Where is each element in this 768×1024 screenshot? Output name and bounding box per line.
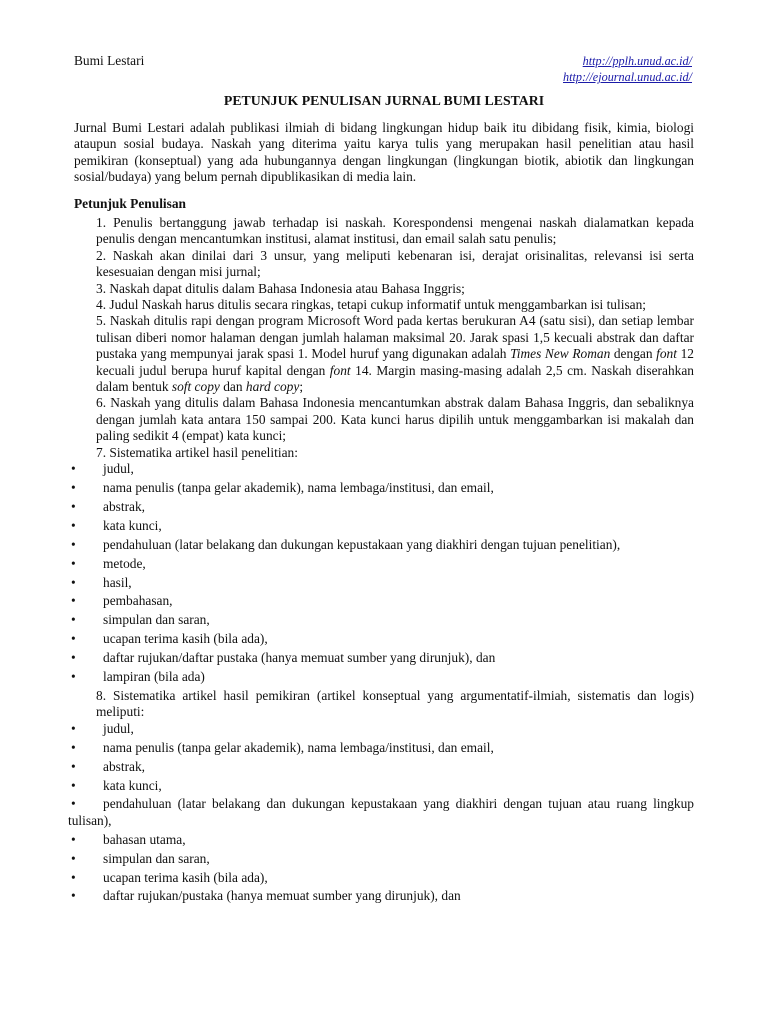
bullet-icon: • xyxy=(71,669,76,685)
list-item: • abstrak, xyxy=(71,758,146,774)
ejournal-link[interactable]: http://ejournal.unud.ac.id/ xyxy=(563,70,692,85)
intro-paragraph: Jurnal Bumi Lestari adalah publikasi ilmiah di bidang lingkungan hidup baik itu dibidang fisik, kimia, biologi ataupun sosial budaya. Naskah yang diterima yaitu karya tulis yang merupakan hasil penelitian atau hasil pemikiran (konseptual) yang ada hubungannya dengan lingkungan (lingkungan biotik, abiotik dan lingkungan sosial/budaya) yang belum pernah dipublikasikan di media lain. xyxy=(74,120,694,185)
list-item: • kata kunci, xyxy=(71,517,162,533)
list-item: • ucapan terima kasih (bila ada), xyxy=(71,631,268,647)
guideline-item-1: 1. Penulis bertanggung jawab terhadap isi naskah. Korespondensi mengenai naskah dialamatkan kepada penulis dengan mencantumkan institusi, alamat institusi, dan email salah satu penulis; xyxy=(96,215,694,247)
list-item: • kata kunci, xyxy=(71,777,162,793)
guideline-item-2: 2. Naskah akan dinilai dari 3 unsur, yang meliputi kebenaran isi, derajat orisinalitas, relevansi isi serta kesesuaian dengan misi jurnal; xyxy=(96,247,694,280)
list-item: • judul, xyxy=(71,720,134,736)
list-item: • daftar rujukan/daftar pustaka (hanya memuat sumber yang dirunjuk), dan xyxy=(71,650,496,666)
bullet-icon: • xyxy=(71,850,76,866)
list-item: • bahasan utama, xyxy=(71,831,186,847)
list-item: • nama penulis (tanpa gelar akademik), nama lembaga/institusi, dan email, xyxy=(71,480,494,495)
list-item: • pembahasan, xyxy=(71,593,173,609)
bullet-icon: • xyxy=(71,517,76,533)
research-article-structure xyxy=(71,461,694,688)
list-item: • daftar rujukan/pustaka (hanya memuat sumber yang dirunjuk), dan xyxy=(71,888,461,904)
guideline-item-5: 5. Naskah ditulis rapi dengan program Microsoft Word pada kertas berukuran A4 (satu sisi), dan setiap lembar tulisan diberi nomor halaman dengan jumlah halaman maksimal 20. Jarak spasi 1,5 kecuali abstrak dan daftar pustaka yang mempunyai jarak spasi 1. Model huruf yang digunakan adalah Times New Roman dengan font 12 kecuali judul berupa huruf kapital dengan font 14. Margin masing-masing adalah 2,5 cm. Naskah diserahkan dalam bentuk soft copy dan hard copy; xyxy=(96,313,694,395)
list-item: • abstrak, xyxy=(71,498,146,514)
bullet-icon: • xyxy=(71,574,76,590)
bullet-icon: • xyxy=(71,612,76,628)
journal-name: Bumi Lestari xyxy=(74,53,145,68)
bullet-icon: • xyxy=(71,796,76,812)
header-links xyxy=(563,53,692,86)
guideline-item-3: 3. Naskah dapat ditulis dalam Bahasa Indonesia atau Bahasa Inggris; xyxy=(96,280,465,296)
list-item: • simpulan dan saran, xyxy=(71,612,210,628)
bullet-icon: • xyxy=(71,888,76,904)
bullet-icon: • xyxy=(71,758,76,774)
bullet-icon: • xyxy=(71,720,76,736)
bullet-icon: • xyxy=(71,461,76,477)
guideline-item-6: 6. Naskah yang ditulis dalam Bahasa Indonesia mencantumkan abstrak dalam Bahasa Inggris, dan sebaliknya dengan jumlah kata antara 150 sampai 200. Kata kunci harus dipilih untuk menggambarkan isi makalah dan paling sedikit 4 (empat) kata kunci; xyxy=(96,395,694,444)
bullet-icon: • xyxy=(71,777,76,793)
page-title: PETUNJUK PENULISAN JURNAL BUMI LESTARI xyxy=(223,93,545,108)
list-item: • metode, xyxy=(71,555,146,571)
section-title: Petunjuk Penulisan xyxy=(74,196,186,211)
guideline-item-4: 4. Judul Naskah harus ditulis secara ringkas, tetapi cukup informatif untuk menggambarkan isi tulisan; xyxy=(96,297,647,313)
list-item: • nama penulis (tanpa gelar akademik), nama lembaga/institusi, dan email, xyxy=(71,739,494,755)
list-item: • lampiran (bila ada) xyxy=(71,669,205,685)
bullet-icon: • xyxy=(71,536,76,552)
bullet-icon: • xyxy=(71,631,76,647)
conceptual-article-structure xyxy=(68,720,694,908)
pplh-link[interactable]: http://pplh.unud.ac.id/ xyxy=(582,54,692,68)
list-item: • pendahuluan (latar belakang dan dukungan kepustakaan yang diakhiri dengan tujuan atau ruang lingkup tulisan), xyxy=(68,796,694,828)
guideline-item-8: 8. Sistematika artikel hasil pemikiran (artikel konseptual yang argumentatif-ilmiah, sistematis dan logis) meliputi: xyxy=(96,687,694,720)
bullet-icon: • xyxy=(71,555,76,571)
list-item: • pendahuluan (latar belakang dan dukungan kepustakaan yang diakhiri dengan tujuan penelitian), xyxy=(71,536,621,552)
list-item: • judul, xyxy=(71,461,134,477)
list-item: • ucapan terima kasih (bila ada), xyxy=(71,869,268,885)
bullet-icon: • xyxy=(71,739,76,755)
bullet-icon: • xyxy=(71,498,76,514)
list-item: • simpulan dan saran, xyxy=(71,850,210,866)
bullet-icon: • xyxy=(71,650,76,666)
bullet-icon: • xyxy=(71,593,76,609)
guideline-item-7: 7. Sistematika artikel hasil penelitian: xyxy=(96,444,298,460)
guideline-list xyxy=(68,215,694,907)
bullet-icon: • xyxy=(71,831,76,847)
bullet-icon: • xyxy=(71,480,76,495)
list-item: • hasil, xyxy=(71,574,132,590)
bullet-icon: • xyxy=(71,869,76,885)
